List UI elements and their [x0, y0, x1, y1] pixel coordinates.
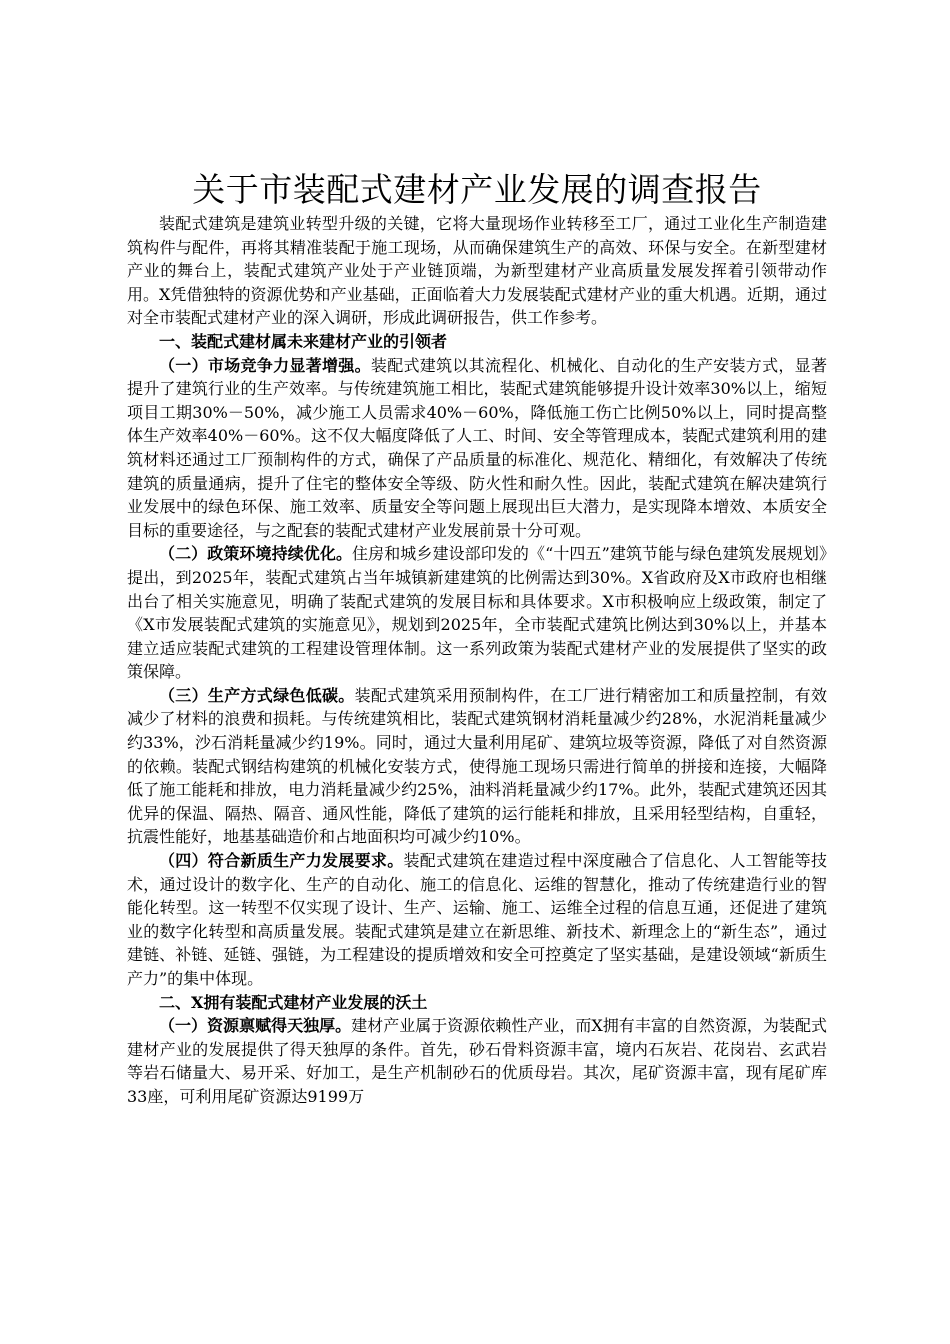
paragraph-1-2 — [127, 542, 827, 684]
paragraph-body: 装配式建筑采用预制构件，在工厂进行精密加工和质量控制，有效减少了材料的浪费和损耗。与传统建筑相比，装配式建筑钢材消耗量减少约28%，水泥消耗量减少约33%，沙石消耗量减少约19%。同时，通过大量利用尾矿、建筑垃圾等资源，降低了对自然资源的依赖。装配式钢结构建筑的机械化安装方式，使得施工现场只需进行简单的拼接和连接，大幅降低了施工能耗和排放，电力消耗量减少约25%，油料消耗量减少约17%。此外，装配式建筑还因其优异的保温、隔热、隔音、通风性能，降低了建筑的运行能耗和排放，且采用轻型结构，自重轻，抗震性能好，地基基础造价和占地面积均可减少约10%。 — [127, 685, 827, 847]
paragraph-body: 装配式建筑以其流程化、机械化、自动化的生产安装方式，显著提升了建筑行业的生产效率。与传统建筑施工相比，装配式建筑能够提升设计效率30%以上，缩短项目工期30%－50%，减少施工人员需求40%－60%，降低施工伤亡比例50%以上，同时提高整体生产效率40%－60%。这不仅大幅度降低了人工、时间、安全等管理成本，装配式建筑利用的建筑材料还通过工厂预制构件的方式，确保了产品质量的标准化、规范化、精细化，有效解决了传统建筑的质量通病，提升了住宅的整体安全等级、防火性和耐久性。因此，装配式建筑在解决建筑行业发展中的绿色环保、施工效率、质量安全等问题上展现出巨大潜力，是实现降本增效、本质安全目标的重要途径，与之配套的装配式建材产业发展前景十分可观。 — [127, 355, 827, 540]
paragraph-body: 住房和城乡建设部印发的《“十四五”建筑节能与绿色建筑发展规划》提出，到2025年，装配式建筑占当年城镇新建建筑的比例需达到30%。X省政府及X市政府也相继出台了相关实施意见，明确了装配式建筑的发展目标和具体要求。X市积极响应上级政策，制定了《X市发展装配式建筑的实施意见》，规划到2025年，全市装配式建筑比例达到30%以上，并基本建立适应装配式建筑的工程建设管理体制。这一系列政策为装配式建材产业的发展提供了坚实的政策保障。 — [127, 544, 827, 682]
paragraph-body: 装配式建筑在建造过程中深度融合了信息化、人工智能等技术，通过设计的数字化、生产的自动化、施工的信息化、运维的智慧化，推动了传统建造行业的智能化转型。这一转型不仅实现了设计、生产、运输、施工、运维全过程的信息互通，还促进了建筑业的数字化转型和高质量发展。装配式建筑是建立在新思维、新技术、新理念上的“新生态”，通过建链、补链、延链、强链，为工程建设的提质增效和安全可控奠定了坚实基础，是建设领域“新质生产力”的集中体现。 — [127, 851, 827, 988]
section-heading-1: 一、装配式建材属未来建材产业的引领者 — [159, 331, 448, 351]
document-title: 关于市装配式建材产业发展的调查报告 — [192, 170, 762, 209]
paragraph-lead: （三）生产方式绿色低碳。 — [159, 685, 355, 705]
paragraph-2-1 — [127, 1014, 827, 1108]
paragraph-1-3 — [127, 684, 827, 849]
paragraph-1-4 — [127, 849, 827, 991]
paragraph-lead: （四）符合新质生产力发展要求。 — [159, 851, 404, 871]
section-heading-2: 二、X拥有装配式建材产业发展的沃土 — [159, 992, 428, 1012]
paragraph-lead: （一）资源禀赋得天独厚。 — [159, 1016, 352, 1036]
paragraph-lead: （二）政策环境持续优化。 — [159, 544, 353, 564]
document-page — [127, 170, 827, 1109]
paragraph-body: 建材产业属于资源依赖性产业，而X拥有丰富的自然资源，为装配式建材产业的发展提供了得天独厚的条件。首先，砂石骨料资源丰富，境内石灰岩、花岗岩、玄武岩等岩石储量大、易开采、好加工，是生产机制砂石的优质母岩。其次，尾矿资源丰富，现有尾矿库33座，可利用尾矿资源达9199万 — [127, 1016, 827, 1106]
paragraph-lead: （一）市场竞争力显著增强。 — [159, 355, 371, 375]
paragraph-1-1 — [127, 354, 827, 543]
intro-paragraph: 装配式建筑是建筑业转型升级的关键，它将大量现场作业转移至工厂，通过工业化生产制造建筑构件与配件，再将其精准装配于施工现场，从而确保建筑生产的高效、环保与安全。在新型建材产业的舞台上，装配式建筑产业处于产业链顶端，为新型建材产业高质量发展发挥着引领带动作用。X凭借独特的资源优势和产业基础，正面临着大力发展装配式建材产业的重大机遇。近期，通过对全市装配式建材产业的深入调研，形成此调研报告，供工作参考。 — [127, 214, 827, 328]
